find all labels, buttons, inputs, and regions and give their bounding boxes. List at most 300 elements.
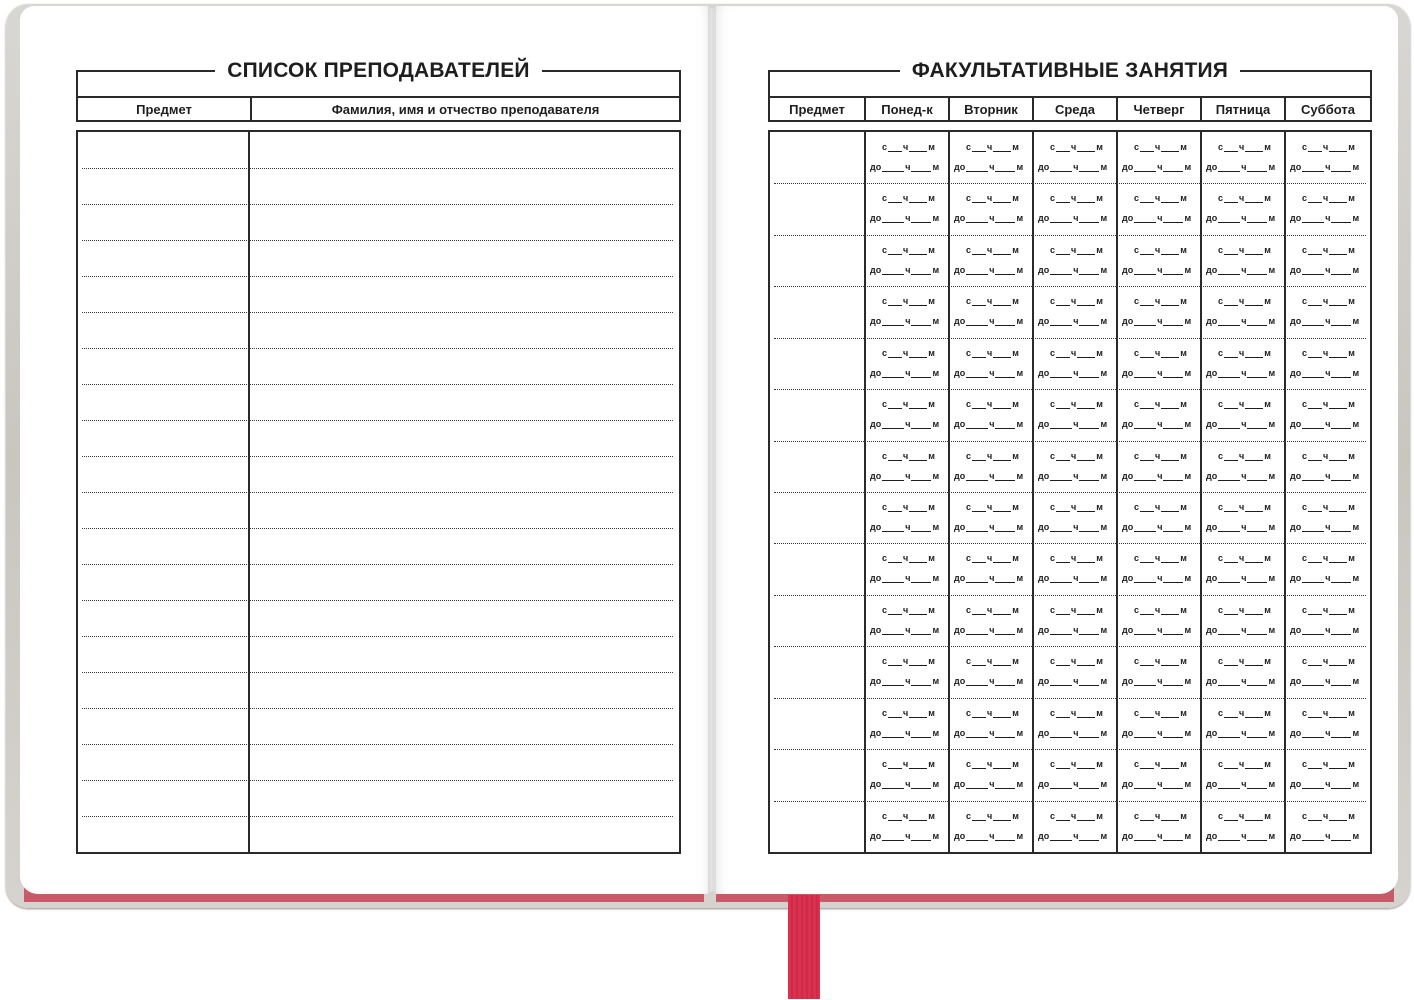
time-slot-from[interactable] (1134, 451, 1187, 461)
time-slot-to[interactable] (1038, 316, 1107, 326)
time-slot-from[interactable] (1218, 759, 1271, 769)
time-slot-to[interactable] (870, 728, 939, 738)
time-slot-to[interactable] (1290, 522, 1359, 532)
time-slot-from[interactable] (1050, 451, 1103, 461)
blank-line (1331, 163, 1351, 172)
time-slot-from[interactable] (1134, 553, 1187, 563)
time-slot-from[interactable] (882, 399, 935, 409)
time-slot-to[interactable] (954, 676, 1023, 686)
time-slot-to[interactable] (1122, 316, 1191, 326)
slot-label: ч (1155, 605, 1161, 615)
electives-row-line (774, 389, 1366, 390)
time-slot-from[interactable] (1218, 708, 1271, 718)
time-slot-to[interactable] (1290, 265, 1359, 275)
time-slot-to[interactable] (1122, 779, 1191, 789)
slot-label: до (1038, 368, 1050, 378)
time-slot-from[interactable] (1050, 605, 1103, 615)
time-slot-from[interactable] (1302, 348, 1355, 358)
time-slot-from[interactable] (1134, 811, 1187, 821)
time-slot-to[interactable] (954, 831, 1023, 841)
time-slot-from[interactable] (1050, 193, 1103, 203)
time-slot-from[interactable] (966, 193, 1019, 203)
slot-label: ч (1239, 811, 1245, 821)
time-slot-from[interactable] (1050, 142, 1103, 152)
time-slot-to[interactable] (1290, 419, 1359, 429)
time-slot-from[interactable] (1050, 245, 1103, 255)
blank-line (1329, 297, 1347, 306)
time-slot-from[interactable] (1218, 296, 1271, 306)
teachers-row-line[interactable] (82, 708, 673, 709)
time-slot-to[interactable] (1122, 162, 1191, 172)
time-slot-to[interactable] (1122, 831, 1191, 841)
time-slot-from[interactable] (882, 348, 935, 358)
slot-label: с (882, 605, 888, 615)
electives-row-line (774, 698, 1366, 699)
slot-label: ч (1155, 399, 1161, 409)
time-slot-from[interactable] (1302, 605, 1355, 615)
time-slot-from[interactable] (1134, 348, 1187, 358)
time-slot-to[interactable] (1290, 676, 1359, 686)
time-slot-from[interactable] (1302, 142, 1355, 152)
time-slot-to[interactable] (1038, 728, 1107, 738)
time-slot-from[interactable] (1218, 502, 1271, 512)
blank-line (911, 780, 931, 789)
time-slot-from[interactable] (1050, 296, 1103, 306)
slot-label: ч (1155, 656, 1161, 666)
time-slot-to[interactable] (1290, 779, 1359, 789)
slot-label: ч (1241, 676, 1247, 686)
time-slot-to[interactable] (1038, 162, 1107, 172)
slot-label: ч (987, 142, 993, 152)
time-slot-to[interactable] (870, 676, 939, 686)
time-slot-from[interactable] (1134, 656, 1187, 666)
blank-line (995, 832, 1015, 841)
time-slot-to[interactable] (954, 625, 1023, 635)
blank-line (1224, 657, 1238, 666)
time-slot-from[interactable] (1134, 193, 1187, 203)
time-slot-to[interactable] (954, 573, 1023, 583)
time-slot-from[interactable] (966, 811, 1019, 821)
blank-line (1161, 503, 1179, 512)
time-slot-to[interactable] (1206, 213, 1275, 223)
blank-line (1218, 523, 1240, 532)
blank-line (1077, 503, 1095, 512)
time-slot-to[interactable] (1290, 728, 1359, 738)
time-slot-from[interactable] (882, 656, 935, 666)
blank-line (1224, 554, 1238, 563)
slot-label: ч (1323, 708, 1329, 718)
time-slot-to[interactable] (954, 316, 1023, 326)
slot-label: с (882, 142, 888, 152)
time-slot-from[interactable] (1302, 759, 1355, 769)
blank-line (1161, 606, 1179, 615)
blank-line (993, 452, 1011, 461)
time-slot-to[interactable] (1290, 316, 1359, 326)
slot-label: до (870, 368, 882, 378)
time-slot-to[interactable] (1122, 368, 1191, 378)
time-slot-to[interactable] (1122, 419, 1191, 429)
slot-label: ч (1241, 368, 1247, 378)
teachers-row-line[interactable] (82, 636, 673, 637)
time-slot-to[interactable] (1206, 368, 1275, 378)
time-slot-from[interactable] (966, 399, 1019, 409)
time-slot-from[interactable] (966, 245, 1019, 255)
time-slot-to[interactable] (1038, 831, 1107, 841)
time-slot-from[interactable] (882, 245, 935, 255)
time-slot-from[interactable] (1134, 759, 1187, 769)
teachers-row-line[interactable] (82, 204, 673, 205)
blank-line (1245, 349, 1263, 358)
time-slot-to[interactable] (870, 265, 939, 275)
time-slot-to[interactable] (1206, 676, 1275, 686)
time-slot-to[interactable] (1038, 471, 1107, 481)
time-slot-from[interactable] (966, 502, 1019, 512)
teachers-row-line[interactable] (82, 600, 673, 601)
time-slot-to[interactable] (1038, 419, 1107, 429)
time-slot-from[interactable] (882, 553, 935, 563)
time-slot-from[interactable] (1302, 296, 1355, 306)
blank-line (1050, 677, 1072, 686)
teachers-row-line[interactable] (82, 780, 673, 781)
time-slot-to[interactable] (1206, 779, 1275, 789)
blank-line (1140, 297, 1154, 306)
time-slot-from[interactable] (1134, 502, 1187, 512)
blank-line (911, 214, 931, 223)
time-slot-from[interactable] (1302, 193, 1355, 203)
time-slot-from[interactable] (966, 759, 1019, 769)
blank-line (1331, 677, 1351, 686)
time-slot-to[interactable] (954, 779, 1023, 789)
teachers-row-line[interactable] (82, 528, 673, 529)
time-slot-from[interactable] (882, 193, 935, 203)
bookmark-ribbon[interactable] (788, 895, 820, 999)
slot-label: ч (987, 502, 993, 512)
time-slot-from[interactable] (1302, 245, 1355, 255)
time-slot-from[interactable] (882, 142, 935, 152)
slot-label: с (966, 451, 972, 461)
time-slot-to[interactable] (870, 522, 939, 532)
time-slot-from[interactable] (1302, 656, 1355, 666)
time-slot-to[interactable] (954, 471, 1023, 481)
blank-line (911, 523, 931, 532)
blank-line (1218, 472, 1240, 481)
slot-label: до (1038, 728, 1050, 738)
time-slot-from[interactable] (1302, 811, 1355, 821)
teachers-row-line[interactable] (82, 420, 673, 421)
blank-line (1161, 349, 1179, 358)
time-slot-to[interactable] (870, 471, 939, 481)
slot-label: м (1264, 193, 1271, 203)
blank-line (1329, 143, 1347, 152)
time-slot-to[interactable] (954, 213, 1023, 223)
blank-line (909, 246, 927, 255)
time-slot-to[interactable] (1122, 728, 1191, 738)
blank-line (909, 657, 927, 666)
teachers-row-line[interactable] (82, 348, 673, 349)
time-slot-from[interactable] (1050, 656, 1103, 666)
slot-label: до (870, 316, 882, 326)
time-slot-to[interactable] (870, 316, 939, 326)
teachers-row-line[interactable] (82, 492, 673, 493)
teachers-col-subject: Предмет (136, 101, 192, 117)
blank-line (1077, 297, 1095, 306)
blank-line (1134, 729, 1156, 738)
teachers-row-line[interactable] (82, 384, 673, 385)
blank-line (1331, 472, 1351, 481)
slot-label: м (1352, 265, 1360, 275)
blank-line (966, 677, 988, 686)
blank-line (911, 472, 931, 481)
teachers-row-line[interactable] (82, 816, 673, 817)
time-slot-from[interactable] (966, 553, 1019, 563)
time-slot-from[interactable] (882, 759, 935, 769)
blank-line (972, 503, 986, 512)
slot-label: с (1218, 451, 1224, 461)
time-slot-from[interactable] (1050, 399, 1103, 409)
time-slot-from[interactable] (1302, 451, 1355, 461)
time-slot-to[interactable] (954, 265, 1023, 275)
time-slot-from[interactable] (1134, 605, 1187, 615)
time-slot-to[interactable] (1122, 265, 1191, 275)
time-slot-to[interactable] (1206, 831, 1275, 841)
time-slot-to[interactable] (1290, 471, 1359, 481)
time-slot-to[interactable] (1038, 213, 1107, 223)
time-slot-from[interactable] (1134, 399, 1187, 409)
slot-label: м (1268, 316, 1276, 326)
time-slot-from[interactable] (882, 502, 935, 512)
slot-label: ч (1241, 471, 1247, 481)
slot-label: м (1264, 245, 1271, 255)
blank-line (911, 420, 931, 429)
time-slot-from[interactable] (1218, 605, 1271, 615)
slot-label: ч (1325, 419, 1331, 429)
slot-label: с (1134, 193, 1140, 203)
slot-label: м (1264, 656, 1271, 666)
time-slot-to[interactable] (870, 213, 939, 223)
blank-line (972, 143, 986, 152)
time-slot-to[interactable] (1122, 573, 1191, 583)
slot-label: ч (987, 811, 993, 821)
teachers-row-line[interactable] (82, 240, 673, 241)
time-slot-from[interactable] (882, 811, 935, 821)
blank-line (1163, 317, 1183, 326)
teachers-row-line[interactable] (82, 564, 673, 565)
time-slot-to[interactable] (954, 728, 1023, 738)
slot-label: с (966, 399, 972, 409)
time-slot-to[interactable] (1290, 831, 1359, 841)
slot-label: м (1184, 676, 1192, 686)
time-slot-to[interactable] (1122, 625, 1191, 635)
time-slot-from[interactable] (1134, 245, 1187, 255)
slot-label: с (1218, 605, 1224, 615)
blank-line (882, 317, 904, 326)
slot-label: с (1302, 811, 1308, 821)
time-slot-from[interactable] (1218, 399, 1271, 409)
time-slot-to[interactable] (870, 573, 939, 583)
time-slot-to[interactable] (1206, 522, 1275, 532)
slot-label: ч (1239, 399, 1245, 409)
slot-label: ч (1073, 162, 1079, 172)
time-slot-from[interactable] (1134, 142, 1187, 152)
time-slot-from[interactable] (1218, 811, 1271, 821)
time-slot-to[interactable] (1290, 625, 1359, 635)
time-slot-from[interactable] (1302, 399, 1355, 409)
blank-line (1329, 349, 1347, 358)
slot-label: ч (1239, 502, 1245, 512)
time-slot-to[interactable] (1290, 162, 1359, 172)
time-slot-to[interactable] (1122, 213, 1191, 223)
time-slot-to[interactable] (1206, 419, 1275, 429)
time-slot-to[interactable] (954, 522, 1023, 532)
time-slot-from[interactable] (966, 605, 1019, 615)
time-slot-from[interactable] (1218, 553, 1271, 563)
time-slot-to[interactable] (1122, 676, 1191, 686)
blank-line (972, 349, 986, 358)
slot-label: ч (1157, 676, 1163, 686)
time-slot-from[interactable] (1134, 296, 1187, 306)
blank-line (1163, 214, 1183, 223)
slot-label: м (1016, 831, 1024, 841)
time-slot-from[interactable] (882, 708, 935, 718)
blank-line (1245, 194, 1263, 203)
teachers-row-line[interactable] (82, 672, 673, 673)
time-slot-to[interactable] (1206, 162, 1275, 172)
time-slot-from[interactable] (882, 296, 935, 306)
time-slot-to[interactable] (1122, 522, 1191, 532)
time-slot-from[interactable] (1218, 245, 1271, 255)
time-slot-from[interactable] (966, 296, 1019, 306)
time-slot-to[interactable] (1038, 779, 1107, 789)
slot-label: м (1264, 759, 1271, 769)
time-slot-from[interactable] (1050, 348, 1103, 358)
teachers-row-line[interactable] (82, 312, 673, 313)
time-slot-to[interactable] (870, 162, 939, 172)
time-slot-to[interactable] (870, 368, 939, 378)
blank-line (1329, 194, 1347, 203)
time-slot-to[interactable] (1038, 625, 1107, 635)
time-slot-to[interactable] (954, 419, 1023, 429)
slot-label: м (1016, 676, 1024, 686)
blank-line (1050, 626, 1072, 635)
time-slot-from[interactable] (1050, 759, 1103, 769)
time-slot-from[interactable] (1218, 348, 1271, 358)
time-slot-to[interactable] (1206, 471, 1275, 481)
electives-row-line (774, 801, 1366, 802)
time-slot-to[interactable] (1038, 522, 1107, 532)
time-slot-from[interactable] (1302, 553, 1355, 563)
slot-label: м (1100, 419, 1108, 429)
time-slot-to[interactable] (1206, 625, 1275, 635)
time-slot-from[interactable] (1050, 811, 1103, 821)
slot-label: до (870, 625, 882, 635)
blank-line (972, 760, 986, 769)
slot-label: м (1180, 656, 1187, 666)
slot-label: ч (987, 193, 993, 203)
teachers-row-line[interactable] (82, 744, 673, 745)
time-slot-from[interactable] (966, 348, 1019, 358)
time-slot-to[interactable] (1290, 368, 1359, 378)
time-slot-to[interactable] (870, 419, 939, 429)
blank-line (1163, 369, 1183, 378)
time-slot-to[interactable] (870, 625, 939, 635)
slot-label: м (928, 553, 935, 563)
slot-label: до (1038, 779, 1050, 789)
teachers-row-line[interactable] (82, 276, 673, 277)
slot-label: до (954, 316, 966, 326)
slot-label: ч (903, 656, 909, 666)
blank-line (1163, 780, 1183, 789)
slot-label: м (928, 451, 935, 461)
time-slot-to[interactable] (1122, 471, 1191, 481)
slot-label: м (1264, 348, 1271, 358)
time-slot-to[interactable] (954, 368, 1023, 378)
time-slot-from[interactable] (1218, 656, 1271, 666)
time-slot-from[interactable] (1302, 708, 1355, 718)
time-slot-to[interactable] (954, 162, 1023, 172)
time-slot-from[interactable] (966, 451, 1019, 461)
time-slot-from[interactable] (882, 605, 935, 615)
slot-label: м (928, 502, 935, 512)
slot-label: м (928, 656, 935, 666)
slot-label: с (966, 245, 972, 255)
time-slot-to[interactable] (1206, 265, 1275, 275)
time-slot-from[interactable] (1050, 553, 1103, 563)
slot-label: м (1016, 419, 1024, 429)
time-slot-from[interactable] (966, 656, 1019, 666)
blank-line (888, 606, 902, 615)
slot-label: ч (1323, 656, 1329, 666)
time-slot-to[interactable] (1290, 213, 1359, 223)
time-slot-from[interactable] (1050, 502, 1103, 512)
slot-label: с (966, 759, 972, 769)
time-slot-from[interactable] (1218, 142, 1271, 152)
time-slot-to[interactable] (1038, 573, 1107, 583)
time-slot-from[interactable] (1218, 451, 1271, 461)
time-slot-to[interactable] (1290, 573, 1359, 583)
time-slot-to[interactable] (1206, 316, 1275, 326)
time-slot-to[interactable] (1206, 728, 1275, 738)
slot-label: до (1290, 779, 1302, 789)
blank-line (995, 626, 1015, 635)
time-slot-to[interactable] (870, 779, 939, 789)
slot-label: м (1268, 831, 1276, 841)
slot-label: м (1348, 245, 1355, 255)
slot-label: ч (989, 213, 995, 223)
time-slot-from[interactable] (1050, 708, 1103, 718)
time-slot-from[interactable] (882, 451, 935, 461)
blank-line (1134, 214, 1156, 223)
slot-label: с (966, 502, 972, 512)
blank-line (972, 812, 986, 821)
time-slot-to[interactable] (1038, 368, 1107, 378)
blank-line (1056, 760, 1070, 769)
time-slot-to[interactable] (1038, 676, 1107, 686)
time-slot-to[interactable] (1038, 265, 1107, 275)
teachers-row-line[interactable] (82, 168, 673, 169)
time-slot-to[interactable] (870, 831, 939, 841)
time-slot-from[interactable] (966, 142, 1019, 152)
blank-line (1245, 452, 1263, 461)
blank-line (911, 626, 931, 635)
time-slot-from[interactable] (1134, 708, 1187, 718)
time-slot-to[interactable] (1206, 573, 1275, 583)
slot-label: до (1122, 676, 1134, 686)
time-slot-from[interactable] (1218, 193, 1271, 203)
time-slot-from[interactable] (1302, 502, 1355, 512)
teachers-row-line[interactable] (82, 456, 673, 457)
slot-label: ч (989, 573, 995, 583)
time-slot-from[interactable] (966, 708, 1019, 718)
